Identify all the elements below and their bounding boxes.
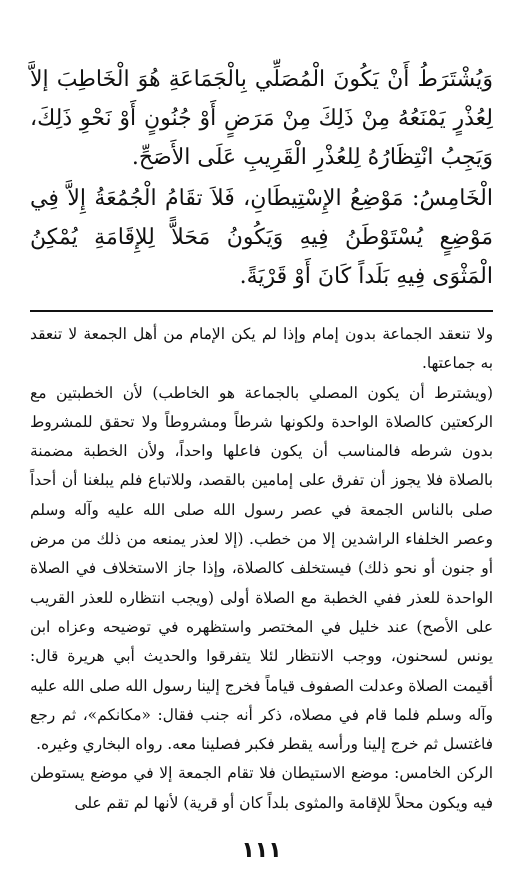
footnotes — [30, 320, 493, 818]
footnote-separator — [30, 310, 493, 312]
footnote-paragraph-1: ولا تنعقد الجماعة بدون إمام وإذا لم يكن الإمام من أهل الجمعة لا تنعقد به جماعتها. — [30, 325, 493, 373]
page-number: ١١١ — [241, 838, 282, 863]
main-paragraph-1: وَيُشْتَرَطُ أَنْ يَكُونَ الْمُصَلِّي بِالْجَمَاعَةِ هُوَ الْخَاطِبَ إلاَّ لِعُذْرٍ يَمْنَعُهُ مِنْ ذَلِكَ مِنْ مَرَضٍ أَوْ جُنُونٍ أَوْ نَحْوِ ذَلِكَ، وَيَجِبُ انْتِظَارُهُ لِلعُذْرِ الْقَرِيبِ عَلَى الأَصَحِّ. — [30, 67, 493, 170]
main-paragraph-2: الْخَامِسُ: مَوْضِعُ الإِسْتِيطَانِ، فَلاَ تقَامُ الْجُمُعَةُ إِلاَّ فِي مَوْضِعٍ يُسْتَوْطَنُ فِيهِ وَيَكُونُ مَحَلاًّ لِلإِقَامَةِ يُمْكِنُ الْمَثْوَى فِيهِ بَلَداً كَانَ أَوْ قَرْيَةً. — [30, 186, 493, 289]
footnote-paragraph-2: (ويشترط أن يكون المصلي بالجماعة هو الخاطب) لأن الخطبتين مع الركعتين كالصلاة الواحدة ولكونها شرطاً ومشروطاً ولا تحقق للمشروط بدون شرطه فالمناسب أن يكون فاعلها واحداً، ولأن الخطبة مضمنة بالصلاة فلا يجوز أن تفرق على إمامين بالقصد، وللاتباع فلم يبلغنا أن أحداً صلى بالناس الجمعة في عصر رسول الله صلى الله عليه وآله وسلم وعصر الخلفاء الراشدين إلا من خطب. (إلا لعذر يمنعه من ذلك من مرض أو جنون أو نحو ذلك) فيستخلف كالصلاة، وإذا جاز الاستخلاف في الصلاة الواحدة للعذر ففي الخطبة مع الصلاة أولى (ويجب انتظاره للعذر القريب على الأصح) عند خليل في المختصر واستظهره في توضيحه وعزاه ابن يونس لسحنون، ووجب الانتظار لئلا يتفرقوا والحديث أبي هريرة قال: أقيمت الصلاة وعدلت الصفوف قياماً فخرج إلينا رسول الله صلى الله عليه وآله وسلم فلما قام في مصلاه، ذكر أنه جنب فقال: «مكانكم»، ثم رجع فاغتسل ثم خرج إلينا ورأسه يقطر فكبر فصلينا معه. رواه البخاري وغيره. — [30, 383, 493, 754]
footnote-paragraph-3: الركن الخامس: موضع الاستيطان فلا تقام الجمعة إلا في موضع يستوطن فيه ويكون محلاً للإقامة والمثوى بلداً كان أو قرية) لأنها لم تقم على — [30, 764, 493, 812]
main-text — [30, 60, 493, 296]
